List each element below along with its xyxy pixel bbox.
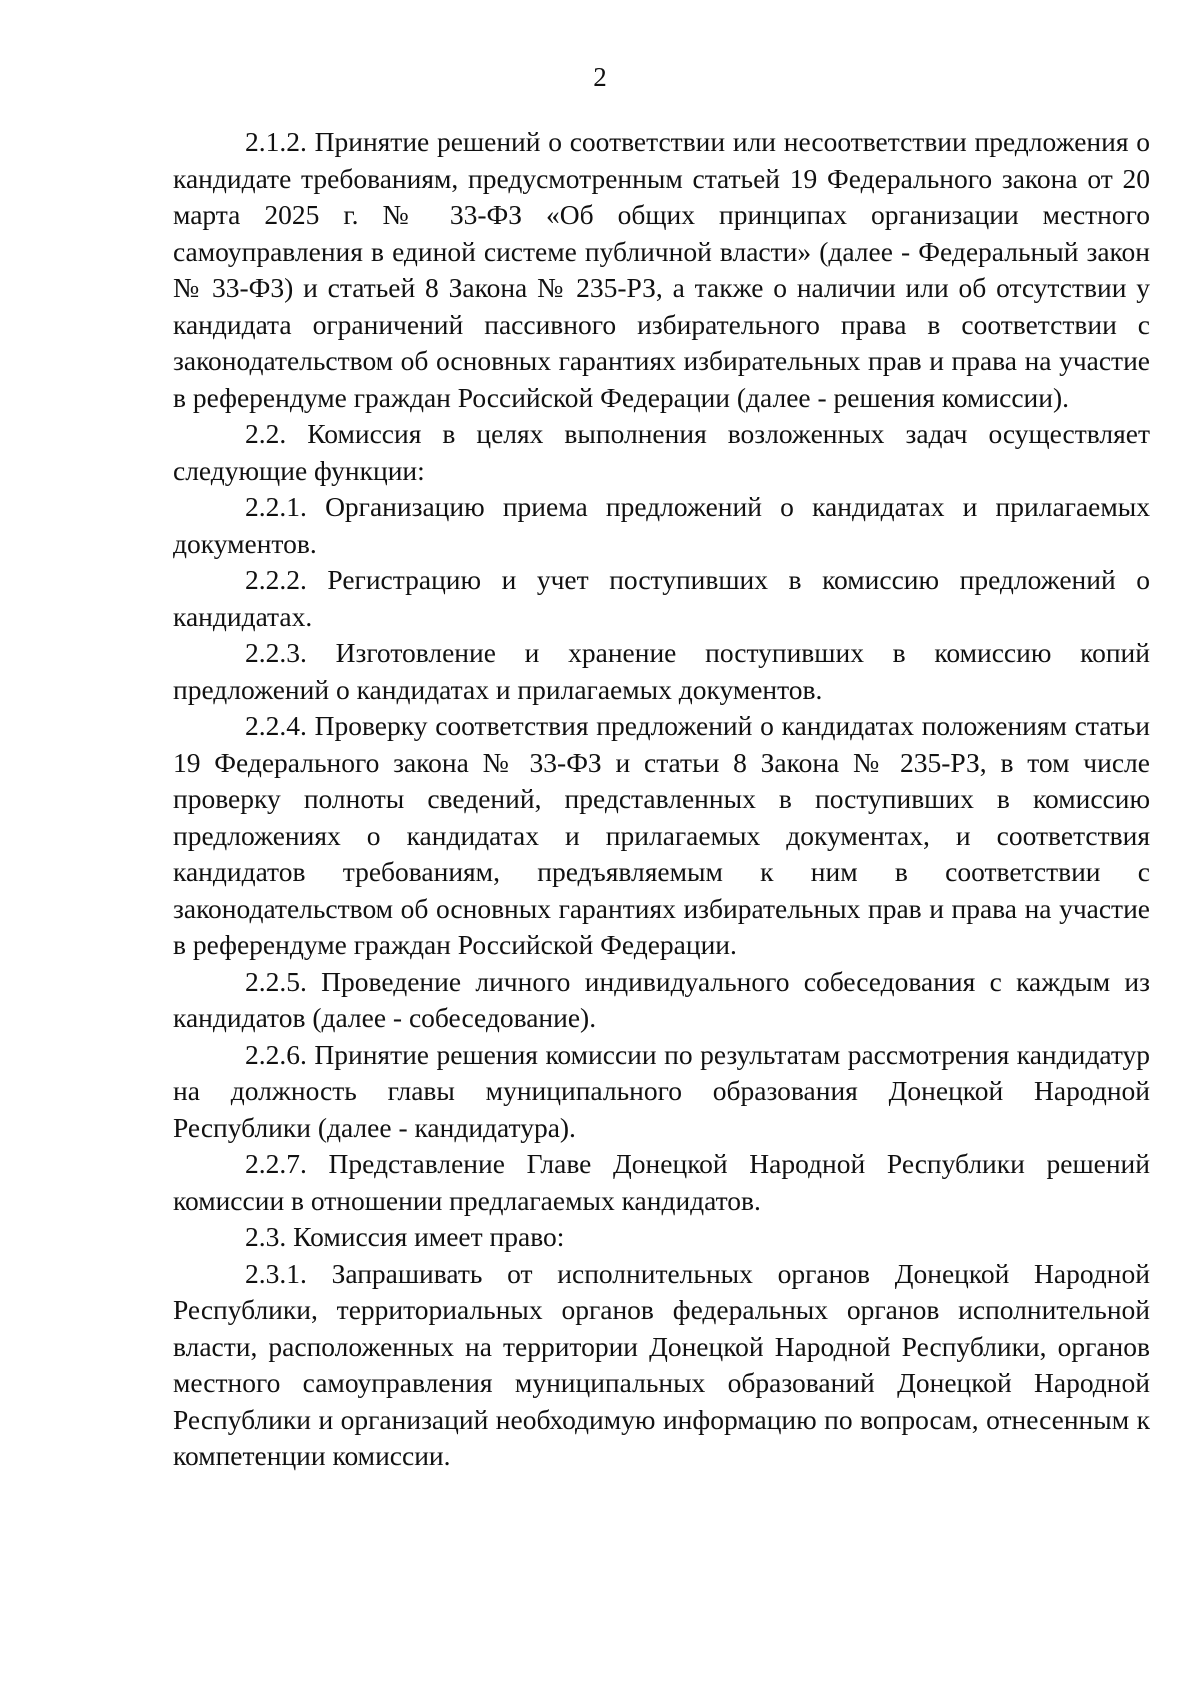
- paragraph-2-3: 2.3. Комиссия имеет право:: [245, 1221, 565, 1252]
- paragraph-2-2: 2.2. Комиссия в целях выполнения возложенных задач осуществляет следующие функции:: [173, 418, 1150, 486]
- paragraph-2-2-5: 2.2.5. Проведение личного индивидуального собеседования с каждым из кандидатов (далее - собеседование).: [173, 965, 1150, 1033]
- paragraph-2-3-1: 2.3.1. Запрашивать от исполнительных органов Донецкой Народной Республики, территориальных органов федеральных органов исполнительной власти, расположенных на территории Донецкой Народной Республики, органов местного самоуправления муниципальных образований Донецкой Народной Республики и организаций необходимую информацию по вопросам, отнесенным к компетенции комиссии.: [173, 1257, 1150, 1471]
- document-body: [173, 124, 1150, 1475]
- page-number: 2: [593, 62, 607, 92]
- paragraph-2-2-7: 2.2.7. Представление Главе Донецкой Народной Республики решений комиссии в отношении предлагаемых кандидатов.: [173, 1148, 1150, 1216]
- paragraph-2-2-1: 2.2.1. Организацию приема предложений о кандидатах и прилагаемых документов.: [173, 491, 1150, 559]
- paragraph-2-2-4: 2.2.4. Проверку соответствия предложений о кандидатах положениям статьи 19 Федерального закона № 33-ФЗ и статьи 8 Закона № 235-РЗ, в том числе проверку полноты сведений, представленных в поступивших в комиссию предложениях о кандидатах и прилагаемых документах, и соответствия кандидатов требованиям, предъявляемым к ним в соответствии с законодательством об основных гарантиях избирательных прав и права на участие в референдуме граждан Российской Федерации.: [173, 710, 1150, 960]
- paragraph-2-1-2: 2.1.2. Принятие решений о соответствии или несоответствии предложения о кандидате требованиям, предусмотренным статьей 19 Федерального закона от 20 марта 2025 г. № 33-ФЗ «Об общих принципах организации местного самоуправления в единой системе публичной власти» (далее - Федеральный закон № 33-Ф3) и статьей 8 Закона № 235-РЗ, а также о наличии или об отсутствии у кандидата ограничений пассивного избирательного права в соответствии с законодательством об основных гарантиях избирательных прав и права на участие в референдуме граждан Российской Федерации (далее - решения комиссии).: [173, 126, 1150, 413]
- paragraph-2-2-3: 2.2.3. Изготовление и хранение поступивших в комиссию копий предложений о кандидатах и прилагаемых документов.: [173, 637, 1150, 705]
- paragraph-2-2-2: 2.2.2. Регистрацию и учет поступивших в комиссию предложений о кандидатах.: [173, 564, 1150, 632]
- paragraph-2-2-6: 2.2.6. Принятие решения комиссии по результатам рассмотрения кандидатур на должность главы муниципального образования Донецкой Народной Республики (далее - кандидатура).: [173, 1038, 1150, 1143]
